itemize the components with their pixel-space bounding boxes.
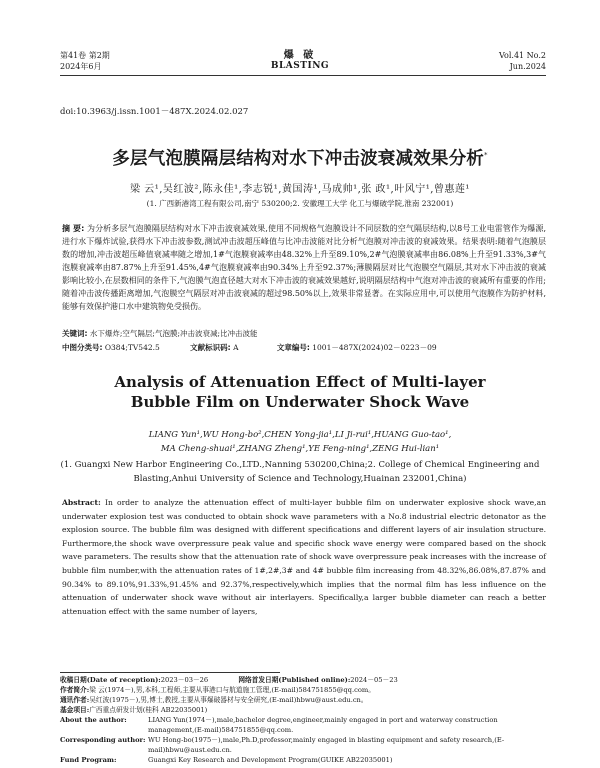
clc-label: 中图分类号: bbox=[62, 343, 103, 352]
keywords bbox=[62, 327, 546, 340]
article-no-value: 1001－487X(2024)02－0223－09 bbox=[312, 343, 437, 352]
chinese-title bbox=[0, 145, 600, 170]
footnote-corr-en: Corresponding author: WU Hong-bo(1975－),male,Ph.D,professor,mainly engaged in blasting equipment and safety research,(E-mail)hbwu@aust.edu.cn. bbox=[60, 736, 505, 754]
chinese-affiliation: (1. 广西新港湾工程有限公司,南宁 530200;2. 安徽理工大学 化工与爆破学院,淮南 232001) bbox=[146, 199, 454, 208]
english-abstract-text: In order to analyze the attenuation effect of multi-layer bubble film on underwater explosive shock wave,an underwater explosion test was conducted to obtain shock wave parameters with a No.8 industrial electric detonator as the explosion source. The bubble film was designed with different specifications and different layers of air insulation structure. Furthermore,the shock wave overpressure peak value and specific shock wave energy were compared based on the shock wave parameters. The results show that the attenuation rate of shock wave overpressure peak increases with the increase of bubble film number,with the attenuation rates of 1#,2#,3# and 4# bubble film increasing from 48.32%,86.08%,87.87% and 90.34% to 89.10%,91.33%,91.45% and 92.37%,respectively,which implies that the normal film has less influence on the attenuation of underwater shock wave without air interlayers. Specifically,a larger bubble diameter can reach a better attenuation effect with the same number of layers, bbox=[62, 498, 546, 616]
clc-value: O384;TV542.5 bbox=[104, 343, 160, 352]
chinese-abstract-label: 摘 要: bbox=[62, 224, 85, 233]
footnote-fund-en: Fund Program: Guangxi Key Research and Development Program(GUIKE AB22035001) bbox=[60, 756, 393, 764]
chinese-title-text: 多层气泡膜隔层结构对水下冲击波衰减效果分析 bbox=[112, 149, 484, 169]
footnote-dates: 收稿日期(Date of reception):2023－03－26 网络首发日期(Published online):2024－05－23 bbox=[60, 676, 398, 684]
english-title-line1: Analysis of Attenuation Effect of Multi-layer bbox=[114, 373, 486, 391]
journal-volume-en: Vol.41 No.2 Jun.2024 bbox=[499, 51, 546, 71]
footnote-author-en: About the author: LIANG Yun(1974－),male,bachelor degree,engineer,mainly engaged in port and waterway construction management,(E-mail)584751855@qq.com. bbox=[60, 716, 498, 734]
english-abstract-label: Abstract: bbox=[62, 498, 101, 507]
english-authors-line1: LIANG Yun¹,WU Hong-bo²,CHEN Yong-jia¹,LI Ji-rui¹,HUANG Guo-tao¹, bbox=[148, 430, 452, 440]
english-authors-line2: MA Cheng-shuai¹,ZHANG Zheng¹,YE Feng-ning¹,ZENG Hui-lian¹ bbox=[160, 444, 440, 454]
doi: doi:10.3963/j.issn.1001－487X.2024.02.027 bbox=[60, 107, 249, 117]
doc-code-label: 文献标识码: bbox=[190, 343, 231, 352]
footnote-author-cn: 作者简介:梁 云(1974－),男,本科,工程师,主要从事港口与航道施工管理,(E-mail)584751855@qq.com。 bbox=[60, 686, 375, 694]
chinese-authors: 梁 云¹,吴红波²,陈永佳¹,李志锐¹,黄国涛¹,马成帅¹,张 政¹,叶风宁¹,曾惠莲¹ bbox=[130, 184, 470, 195]
footnote-fund-cn: 基金项目:广西重点研发计划(桂科 AB22035001) bbox=[60, 706, 208, 714]
keywords-text: 水下爆炸;空气隔层;气泡膜;冲击波衰减;比冲击波能 bbox=[89, 329, 258, 338]
keywords-label: 关键词: bbox=[62, 329, 88, 338]
classification-row bbox=[62, 341, 546, 354]
footnote-rule bbox=[60, 672, 280, 673]
chinese-abstract-text: 为分析多层气泡膜隔层结构对水下冲击波衰减效果,使用不同规格气泡膜设计不同层数的空气隔层结构,以8号工业电雷管作为爆源,进行水下爆炸试验,获得水下冲击波参数,测试冲击波超压峰值与比冲击波能对比分析气泡膜对冲击波的衰减效果。结果表明:随着气泡膜层数的增加,冲击波超压峰值衰减率随之增加,1#气泡膜衰减率由48.32%上升至89.10%,2#气泡膜衰减率由86.08%上升至91.33%,3#气泡膜衰减率由87.87%上升至91.45%,4#气泡膜衰减率由90.34%上升至92.37%;薄膜隔层对比气泡膜空气隔层,其对水下冲击波的衰减影响比较小,在层数相同的条件下,气泡膜气泡直径越大对水下冲击波的衰减效果越好,说明隔层结构中气泡对冲击波的衰减所有重要的作用;随着冲击波传播距离增加,气泡膜空气隔层对冲击波衰减的超过98.50%以上,效果非常显著。在实际应用中,可以使用气泡膜作为防护材料,能够有效保护港口水中建筑物免受损伤。 bbox=[62, 224, 546, 311]
english-title bbox=[0, 372, 600, 412]
english-abstract bbox=[62, 496, 546, 618]
doc-code-value: A bbox=[233, 343, 239, 352]
footnote-corr-cn: 通讯作者:吴红波(1975－),男,博士,教授,主要从事爆破器材与安全研究,(E-mail)hbwu@aust.edu.cn。 bbox=[60, 696, 368, 704]
english-affiliation: (1. Guangxi New Harbor Engineering Co.,LTD.,Nanning 530200,China;2. College of Chemical Engineering and Blasting,Anhui University of Science and Technology,Huainan 232001,China) bbox=[60, 460, 540, 484]
header-rule bbox=[60, 75, 546, 76]
journal-name: 爆 破 BLASTING bbox=[270, 50, 330, 71]
title-footnote-mark: * bbox=[484, 151, 488, 160]
english-authors bbox=[0, 428, 600, 456]
chinese-abstract bbox=[62, 222, 546, 313]
journal-volume-cn: 第41卷 第2期 2024年6月 bbox=[60, 51, 110, 71]
footnotes bbox=[60, 675, 546, 765]
english-title-line2: Bubble Film on Underwater Shock Wave bbox=[130, 393, 470, 411]
article-no-label: 文章编号: bbox=[276, 343, 310, 352]
